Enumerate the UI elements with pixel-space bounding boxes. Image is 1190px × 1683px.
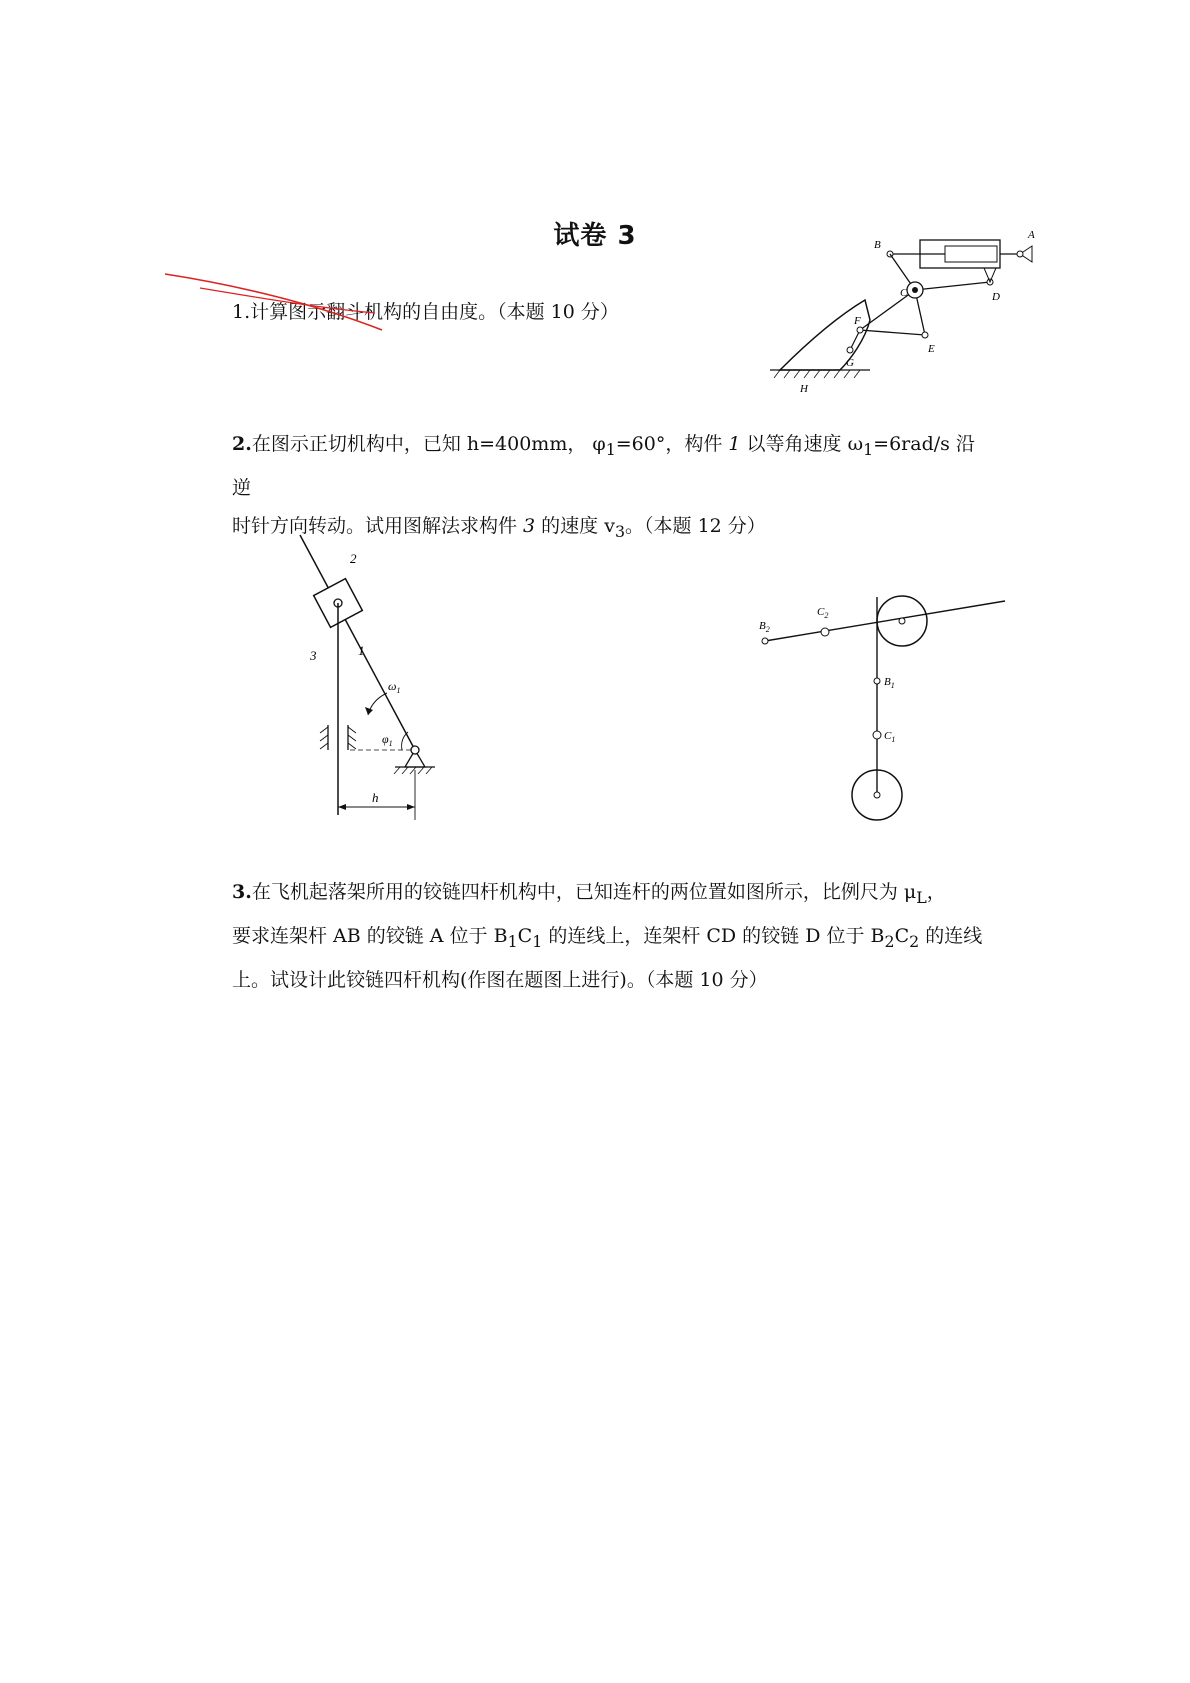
fig3-label-c1: $C_1$	[884, 730, 896, 744]
q2-sub-omega: 1	[863, 439, 874, 459]
question-3-number: 3.	[232, 881, 252, 903]
q3-text-d: C	[517, 924, 533, 947]
fig1-label-e: E	[928, 343, 935, 355]
q3-text-a: 在飞机起落架所用的铰链四杆机构中，已知连杆的两位置如图所示，比例尺为 μ	[251, 881, 917, 903]
figure-landing-gear	[755, 585, 1015, 835]
question-1-text: 1.计算图示翻斗机构的自由度。（本题 10 分）	[232, 301, 619, 323]
q2-text-d: =6rad/s 沿逆	[232, 433, 975, 499]
figure-tangent-mechanism	[290, 525, 460, 825]
q2-text-c: 以等角速度 ω	[740, 433, 864, 455]
fig1-label-b: B	[874, 239, 881, 251]
q3-sub-3: 2	[884, 931, 895, 951]
question-3-line-2	[232, 917, 992, 961]
q3-text-g: 的连线	[919, 924, 983, 947]
fig1-label-c: C	[900, 287, 908, 299]
q3-text-b: ，	[926, 881, 946, 903]
fig2-label-omega: $\omega_1$	[388, 679, 401, 695]
fig1-label-g: G	[846, 357, 854, 369]
fig1-label-f: F	[854, 315, 861, 327]
q3-sub-1: 1	[507, 931, 518, 951]
fig2-label-h: h	[372, 790, 379, 805]
q3-text-f: C	[894, 924, 910, 947]
q2-text-f: 的速度 v	[535, 514, 615, 537]
fig2-label-2: 2	[350, 551, 357, 566]
q2-sub-phi: 1	[605, 439, 616, 459]
page-title: 试卷 3	[553, 221, 637, 251]
question-3-line-1	[232, 873, 992, 917]
q2-part-1: 1	[728, 433, 741, 455]
question-3	[232, 873, 992, 999]
q2-text-e: 时针方向转动。试用图解法求构件	[232, 514, 524, 537]
fig2-label-phi: $\varphi_1$	[382, 732, 393, 748]
q2-sub-v: 3	[614, 521, 626, 541]
q3-sub-4: 2	[909, 931, 920, 951]
fig3-label-b2: $B_2$	[759, 620, 770, 634]
fig3-label-c2: $C_2$	[817, 606, 829, 620]
fig1-label-h: H	[800, 383, 808, 395]
question-2-number: 2.	[232, 433, 252, 455]
q2-text-a: 在图示正切机构中，已知 h=400mm， φ	[251, 433, 606, 455]
q3-sub-mu: L	[916, 887, 927, 907]
q3-text-c: 要求连架杆 AB 的铰链 A 位于 B	[232, 924, 508, 947]
fig2-label-1: 1	[358, 643, 365, 658]
figure-tipping-bucket	[770, 220, 1100, 410]
fig3-label-b1: $B_1$	[884, 676, 895, 690]
question-3-line-3: 上。试设计此铰链四杆机构(作图在题图上进行)。（本题 10 分）	[232, 968, 768, 991]
q2-text-g: 。（本题 12 分）	[625, 514, 766, 537]
q2-text-b: =60°，构件	[615, 433, 729, 455]
red-strike-mark	[160, 268, 390, 338]
fig1-label-d: D	[992, 291, 1000, 303]
q2-part-3: 3	[523, 514, 536, 537]
q3-sub-2: 1	[532, 931, 543, 951]
q3-text-e: 的连线上，连架杆 CD 的铰链 D 位于 B	[542, 924, 885, 947]
question-2-line-1	[232, 425, 992, 507]
fig2-label-3: 3	[310, 648, 317, 663]
fig1-label-a: A	[1028, 229, 1035, 241]
